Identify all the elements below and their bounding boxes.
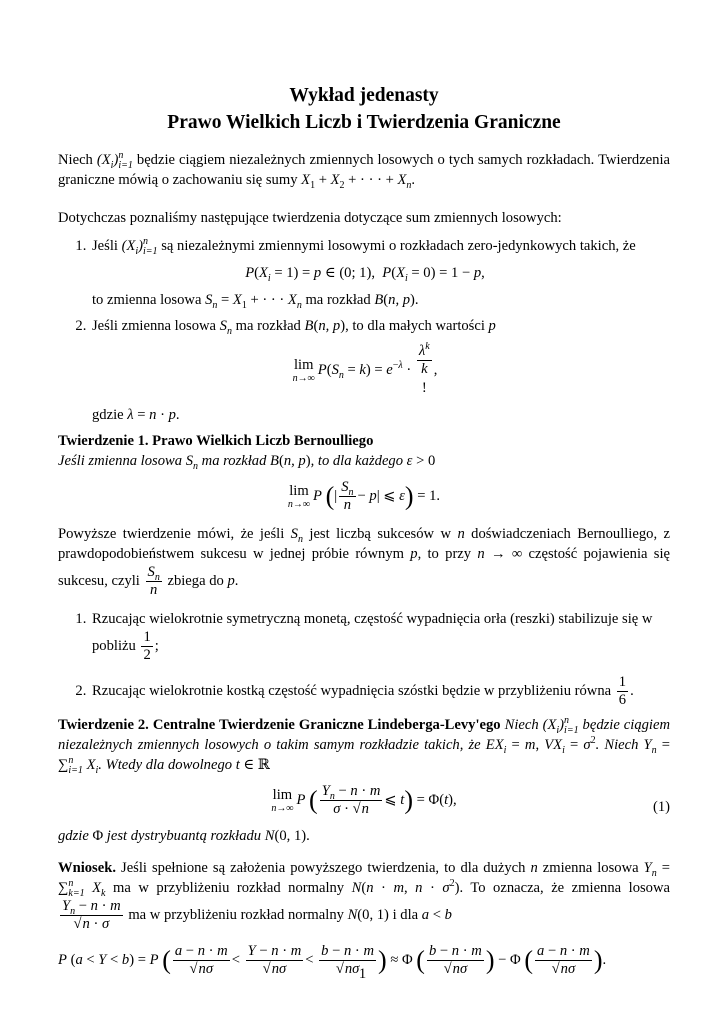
normal-approximation-equation: P (a < Y < b) = P ( $\frac{a - n \cdot m}{√n\sigma}$ < $\frac{Y - n \cdot m}{√n\sigma}$ < $\frac{b - n \cdot m}{√n\sigma}$ ) ≈ Φ ( $\frac{b - n \cdot m}{√n\sigma}$ ) − Φ ( $\frac{a - n \cdot m}{√n\sigma}$ ). [58,943,607,977]
title-line-2: Prawo Wielkich Liczb i Twierdzenia Graniczne [167,112,561,133]
bernoulli-distribution-equation: $P(X_i = 1) = p$ ∈ (0; 1), $P(X_i = 0) = 1 - p$, [245,265,485,284]
page-number: 1 [358,966,367,982]
list-item: 2. Jeśli zmienna losowa $S_n$ ma rozkład B(n, p), to dla małych wartości p lim n→∞ $P(S_n = k) = e^{-\lambda}$ · $\lambda^k$ k !, gdzie λ = n · p. [90,316,670,425]
theorem-1-label: Twierdzenie 1. [58,433,149,449]
theorem-1: Twierdzenie 1. Prawo Wielkich Liczb Bernoulliego Jeśli zmienna losowa $S_n$ ma rozkład B(n, p), to dla każdego ε > 0 [58,433,436,472]
commentary-b: jest liczbą sukcesów w [302,526,458,542]
theorem-2-name: Centralne Twierdzenie Graniczne Lindeberga-Levy'ego [152,717,501,733]
commentary-a: Powyższe twierdzenie mówi, że jeśli [58,526,291,542]
clt-equation: lim n→∞ P ( $\frac{Y_n - n \cdot m}{\sigma \cdot √n}$ ⩽ t) = Φ(t), (1) [271,783,670,817]
examples-list [58,609,670,709]
document-page [58,82,670,985]
example2-text: Rzucając wielokrotnie kostką częstość wypadnięcia szóstki będzie w przybliżeniu równa [92,682,615,699]
item1-text-a: Jeśli [92,238,122,254]
theorem-1-name: Prawo Wielkich Liczb Bernoulliego [152,433,374,449]
list-item: 2. Rzucając wielokrotnie kostką częstość wypadnięcia szóstki będzie w przybliżeniu równa $\frac{1}{6}$ . [90,674,670,709]
theorem-2-afterword: gdzie Φ jest dystrybuantą rozkładu N(0, 1). [58,828,310,844]
intro-text-a: Niech [58,152,97,168]
theorem-2-stmt-a: Niech [504,717,543,733]
item1-text-d: ma rozkład [301,292,375,308]
intro-paragraph: Niech $(X_i)^n_{i=1}$ będzie ciągiem niezależnych zmiennych losowych o tych samych rozkładach. Twierdzenia graniczne mówią o zachowaniu się sumy $X_1 + X_2$ + · · · + $X_n$. [58,150,670,191]
list-item: 1. Rzucając wielokrotnie symetryczną monetą, częstość wypadnięcia orła (reszki) stabilizuje się w pobliżu $\frac{1}{2}$ ; [90,609,670,664]
corollary-a: Jeśli spełnione są założenia powyższego twierdzenia, to dla dużych [121,860,531,876]
item2-text-a: Jeśli zmienna losowa [92,318,220,334]
theorem-1-stmt-c: , to dla każdego [310,453,407,469]
theorem-1-stmt-b: ma rozkład [198,453,271,469]
item2-text-c: , to dla małych wartości [345,318,489,334]
example1-text: Rzucając wielokrotnie symetryczną monetą, częstość wypadnięcia orła (reszki) stabilizuje się w pobliżu [92,611,653,654]
theorem-2-stmt-c: . Niech [595,737,644,753]
corollary-e: ma w przybliżeniu rozkład normalny [124,906,348,923]
intro-text-b: będzie ciągiem niezależnych zmiennych losowych o tych samych rozkładach. Twierdzenia graniczne mówią o zachowaniu się sumy [58,152,670,188]
theorem-1-stmt-a: Jeśli zmienna losowa [58,453,186,469]
corollary-b: zmienna losowa [537,860,644,876]
commentary-e: częstość pojawienia się sukcesu, czyli [58,546,670,589]
item2-text-b: ma rozkład [231,318,305,334]
theorem-2-after-a: gdzie [58,828,93,844]
corollary-d: . To oznacza, że zmienna losowa [459,880,670,896]
item1-text-c: to zmienna losowa [92,292,206,308]
theorem-2-stmt-d: . Wtedy dla dowolnego [98,757,236,773]
theorem-2: Twierdzenie 2. Centralne Twierdzenie Graniczne Lindeberga-Levy'ego Niech $(X_i)^n_{i=1}$ będzie ciągiem niezależnych zmiennych losowych o takim samym rozkładzie takich, że $EX_i = m$, $VX_i = \sigma^2$. Niech $Y_n = \sum^n_{i=1}$ $X_i$. Wtedy dla dowolnego t ∈ ℝ [58,715,671,776]
item2-text-d: gdzie [92,407,128,423]
theorem-2-label: Twierdzenie 2. [58,717,149,733]
corollary-f: i dla [388,906,422,923]
lecture-title [58,82,670,136]
item1-text-b: są niezależnymi zmiennymi losowymi o rozkładach zero-jedynkowych takich, że [157,238,636,254]
corollary-c: ma w przybliżeniu rozkład normalny [105,880,352,896]
corollary: Wniosek. Jeśli spełnione są założenia powyższego twierdzenia, to dla dużych n zmienna losowa $Y_n = \sum^n_{k=1}$ $X_k$ ma w przybliżeniu rozkład normalny N(n · m, $n \cdot \sigma^2$). To oznacza, że zmienna losowa $\frac{Y_n - n \cdot m}{√n \cdot \sigma}$ ma w przybliżeniu rozkład normalny N(0, 1) i dla a < b [58,860,670,932]
theorem-2-after-b: jest dystrybuantą rozkładu [103,828,265,844]
poisson-limit-equation: lim n→∞ $P(S_n = k) = e^{-\lambda}$ · $\lambda^k$ k !, [292,341,438,396]
commentary-d: , to przy [417,546,478,562]
corollary-label: Wniosek. [58,860,116,876]
list-item: 1. Jeśli $(X_i)^n_{i=1}$ są niezależnymi zmiennymi losowymi o rozkładach zero-jedynkowych takich, że $P(X_i = 1) = p$ ∈ (0; 1), $P(X_i = 0) = 1 - p$, to zmienna losowa $S_n = X_1$ + · · · $X_n$ ma rozkład B(n, p). [90,236,670,310]
lln-equation: lim n→∞ P (| $\frac{S_n}{n}$ − p| ⩽ ε) = 1. [287,479,441,513]
commentary-f: zbiega do [163,572,228,589]
known-theorems-list [58,236,670,425]
theorem-1-commentary: Powyższe twierdzenie mówi, że jeśli $S_n$ jest liczbą sukcesów w n doświadczeniach Bernoulliego, z prawdopodobieństwem sukcesu w jednej próbie równym p, to przy n → ∞ częstość pojawienia się sukcesu, czyli $\frac{S_n}{n}$ zbiega do p. [58,526,670,598]
intro-paragraph-2: Dotychczas poznaliśmy następujące twierdzenia dotyczące sum zmiennych losowych: [58,210,562,226]
commentary-c: doświadczeniach Bernoulliego, z prawdopodobieństwem sukcesu w jednej próbie równym [58,526,670,562]
theorem-2-stmt-b: będzie ciągiem niezależnych zmiennych losowych o takim samym rozkładzie takich, że [58,717,670,753]
title-line-1: Wykład jedenasty [289,85,439,106]
equation-number: (1) [652,799,670,815]
